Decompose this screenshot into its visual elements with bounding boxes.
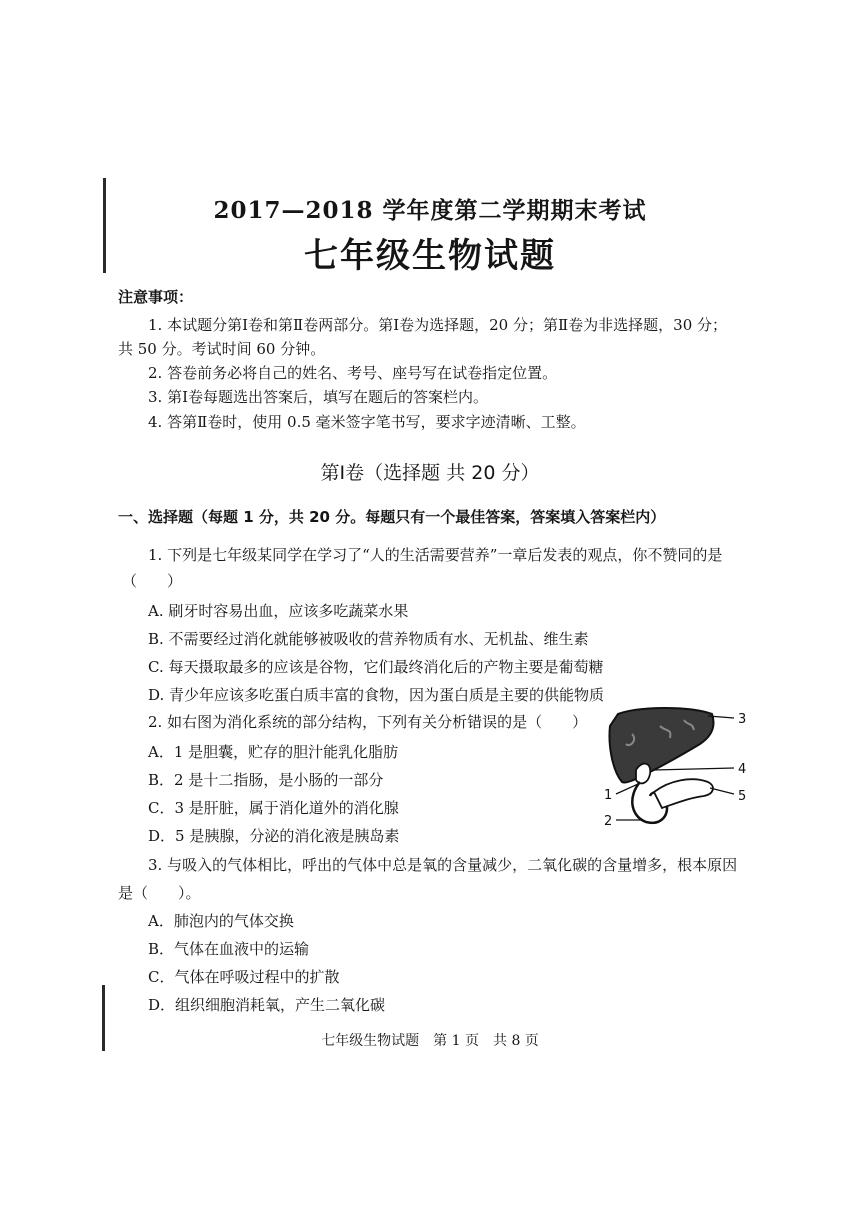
notice-heading: 注意事项：	[118, 288, 194, 306]
question-1-option-b: B. 不需要经过消化就能够被吸收的营养物质有水、无机盐、维生素	[148, 630, 589, 648]
pancreas-shape	[654, 779, 713, 808]
section-title: 第Ⅰ卷（选择题 共 20 分）	[320, 462, 540, 484]
exam-subtitle: 七年级生物试题	[304, 236, 556, 276]
question-3-option-c: C．气体在呼吸过程中的扩散	[148, 968, 340, 986]
question-1-blank: （ ）	[122, 572, 183, 590]
label-line-5	[710, 788, 734, 794]
question-1-option-d: D. 青少年应该多吃蛋白质丰富的食物，因为蛋白质是主要的供能物质	[148, 686, 605, 704]
question-3-option-b: B．气体在血液中的运输	[148, 940, 310, 958]
figure-label-5: 5	[738, 789, 747, 804]
figure-label-3: 3	[738, 712, 747, 727]
question-2-option-b: B．2 是十二指肠，是小肠的一部分	[148, 771, 384, 789]
notice-line: 3. 第Ⅰ卷每题选出答案后，填写在题后的答案栏内。	[148, 388, 489, 406]
question-1-option-c: C. 每天摄取最多的应该是谷物，它们最终消化后的产物主要是葡萄糖	[148, 658, 604, 676]
notice-line: 1. 本试题分第Ⅰ卷和第Ⅱ卷两部分。第Ⅰ卷为选择题，20 分；第Ⅱ卷为非选择题，30 分；	[148, 316, 728, 334]
part-title: 一、选择题（每题 1 分，共 20 分。每题只有一个最佳答案，答案填入答案栏内）	[118, 508, 666, 526]
question-2-option-c: C．3 是肝脏，属于消化道外的消化腺	[148, 799, 399, 817]
question-3-stem-cont: 是（ ）。	[118, 884, 201, 902]
question-3-stem: 3. 与吸入的气体相比，呼出的气体中总是氧的含量减少，二氧化碳的含量增多，根本原因	[148, 856, 738, 874]
notice-line: 共 50 分。考试时间 60 分钟。	[118, 340, 326, 358]
exam-title: 2017—2018 学年度第二学期期末考试	[213, 197, 647, 224]
figure-label-1: 1	[604, 788, 613, 803]
page-footer: 七年级生物试题 第 1 页 共 8 页	[321, 1033, 539, 1049]
notice-line: 2. 答卷前务必将自己的姓名、考号、座号写在试卷指定位置。	[148, 364, 558, 382]
question-2-stem: 2. 如右图为消化系统的部分结构，下列有关分析错误的是（ ）	[148, 713, 588, 731]
figure-label-2: 2	[604, 814, 613, 829]
gallbladder-shape	[636, 764, 650, 784]
question-1-option-a: A. 刷牙时容易出血，应该多吃蔬菜水果	[148, 602, 409, 620]
question-2-option-d: D．5 是胰腺，分泌的消化液是胰岛素	[148, 827, 400, 845]
digestive-system-figure	[600, 704, 750, 834]
notice-line: 4. 答第Ⅱ卷时，使用 0.5 毫米签字笔书写，要求字迹清晰、工整。	[148, 413, 586, 431]
label-line-4	[654, 768, 734, 770]
question-3-option-d: D．组织细胞消耗氧，产生二氧化碳	[148, 996, 386, 1014]
question-1-stem: 1. 下列是七年级某同学在学习了“人的生活需要营养”一章后发表的观点，你不赞同的是	[148, 546, 723, 564]
figure-label-4: 4	[738, 762, 747, 777]
question-2-option-a: A．1 是胆囊，贮存的胆汁能乳化脂肪	[148, 743, 399, 761]
question-3-option-a: A．肺泡内的气体交换	[148, 912, 294, 930]
liver-shape	[610, 708, 714, 783]
